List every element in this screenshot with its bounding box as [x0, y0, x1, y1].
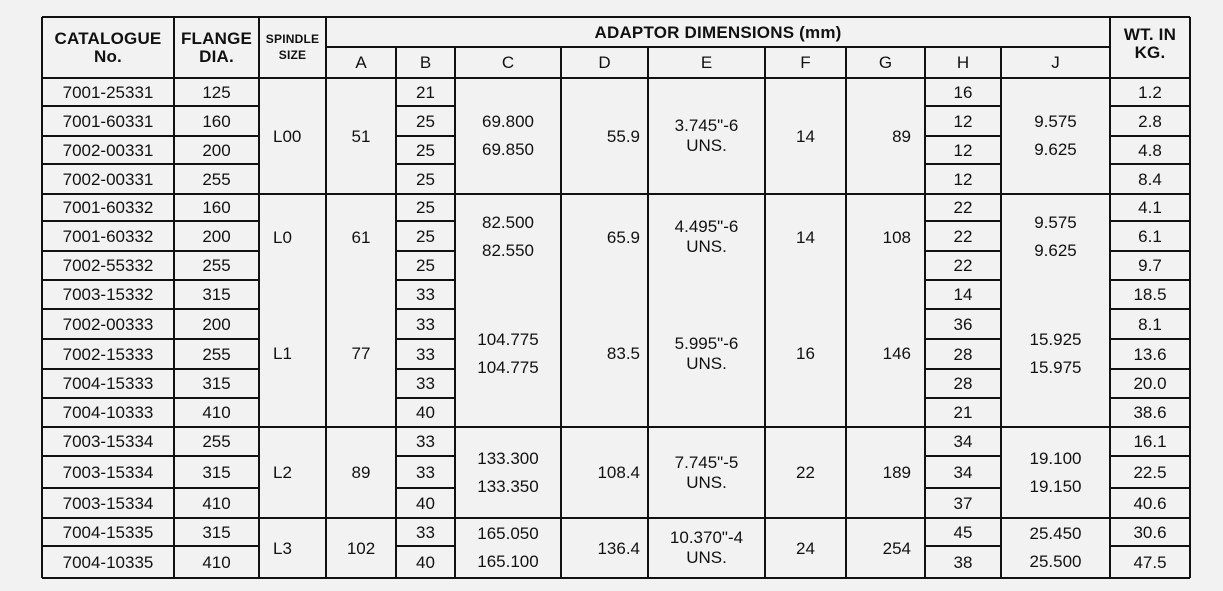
flange-dia: 315 — [202, 462, 231, 482]
spindle-size: L0 — [273, 227, 292, 247]
header-dim-j: J — [1051, 53, 1060, 72]
weight-value: 40.6 — [1133, 493, 1167, 513]
header-weight-line: WT. IN — [1123, 24, 1177, 44]
dim-f-value: 22 — [796, 463, 815, 482]
header-catalogue-line: CATALOGUE — [54, 28, 162, 48]
flange-dia: 315 — [202, 374, 231, 393]
dim-h-value: 38 — [953, 552, 973, 572]
weight-value: 8.4 — [1138, 169, 1162, 189]
catalogue-no: 7002-15333 — [62, 344, 154, 364]
header-dim-e: E — [700, 53, 713, 72]
catalogue-no: 7003-15332 — [62, 285, 154, 304]
catalogue-no: 7001-60332 — [62, 198, 154, 217]
catalogue-no: 7004-15333 — [62, 374, 154, 393]
dim-e-thread-line: 5.995"-6 — [674, 333, 739, 353]
spindle-size: L3 — [273, 538, 292, 558]
weight-value: 38.6 — [1133, 403, 1167, 422]
dim-j-value — [1001, 194, 1110, 280]
catalogue-no: 7002-00331 — [62, 169, 154, 189]
dim-h-value: 45 — [953, 522, 973, 542]
dim-e-thread-line: 7.745"-5 — [674, 452, 739, 472]
catalogue-no: 7004-10333 — [62, 403, 154, 422]
dim-c-value-line: 165.100 — [477, 552, 539, 571]
dim-c-value — [455, 194, 561, 280]
weight-value: 2.8 — [1138, 111, 1162, 131]
header-dim-g: G — [878, 53, 893, 72]
flange-dia: 255 — [202, 432, 231, 451]
dim-c-value-line: 133.350 — [477, 476, 539, 496]
header-flange-dia — [174, 17, 259, 78]
flange-dia: 200 — [202, 140, 231, 160]
dim-j-value-line: 15.925 — [1029, 329, 1082, 349]
weight-value: 30.6 — [1133, 522, 1167, 542]
catalogue-no: 7001-60332 — [62, 226, 154, 246]
dim-j-value-line: 25.450 — [1029, 524, 1082, 544]
dim-j-value-line: 9.625 — [1034, 241, 1077, 260]
dim-a-value: 89 — [351, 463, 371, 482]
dim-c-value-line: 133.300 — [477, 448, 539, 468]
dim-e-thread-line: UNS. — [686, 472, 727, 492]
dim-j-value-line: 19.100 — [1029, 448, 1082, 468]
dim-g-value: 89 — [892, 126, 911, 146]
dim-c-value-line: 104.775 — [477, 357, 539, 377]
dim-e-thread-line: UNS. — [686, 353, 727, 373]
dim-h-value: 36 — [953, 314, 973, 334]
dim-c-value-line: 82.550 — [482, 241, 534, 260]
dim-c-value — [455, 78, 561, 194]
spindle-size: L00 — [273, 126, 302, 146]
flange-dia: 255 — [202, 256, 231, 275]
catalogue-no: 7002-00331 — [62, 140, 154, 160]
weight-value: 18.5 — [1133, 285, 1167, 304]
dim-a-value: 102 — [346, 538, 376, 558]
header-dim-f: F — [800, 53, 811, 72]
dim-e-thread-line: 3.745"-6 — [674, 116, 739, 136]
header-adaptor-dimensions: ADAPTOR DIMENSIONS (mm) — [594, 22, 842, 42]
dim-b-value: 25 — [416, 140, 435, 160]
dim-d-value: 108.4 — [597, 463, 640, 482]
dim-g-value: 189 — [882, 463, 911, 482]
dim-g-value: 108 — [882, 227, 911, 247]
dim-b-value: 33 — [416, 344, 435, 364]
flange-dia: 410 — [202, 552, 231, 572]
dim-c-value — [455, 518, 561, 578]
dim-b-value: 33 — [416, 462, 435, 482]
dim-b-value: 40 — [416, 403, 435, 422]
catalogue-no: 7001-60331 — [62, 111, 154, 131]
dim-h-value: 12 — [953, 111, 973, 131]
flange-dia: 315 — [202, 522, 231, 542]
flange-dia: 125 — [202, 82, 231, 102]
weight-value: 20.0 — [1133, 374, 1167, 393]
dim-d-value: 55.9 — [606, 126, 640, 146]
dim-h-value: 37 — [953, 493, 973, 513]
weight-value: 16.1 — [1133, 432, 1167, 451]
dim-h-value: 28 — [953, 374, 973, 393]
dim-b-value: 25 — [416, 256, 435, 275]
dim-e-thread — [648, 280, 765, 427]
dim-c-value — [455, 280, 561, 427]
dim-c-value-line: 69.850 — [482, 140, 534, 159]
dim-h-value: 22 — [953, 226, 973, 246]
header-flange-dia-line: FLANGE — [180, 28, 253, 48]
dim-e-thread — [648, 518, 765, 578]
spindle-size: L1 — [273, 344, 292, 363]
dim-f-value: 24 — [796, 538, 815, 558]
dim-a-value: 77 — [351, 344, 371, 363]
header-weight-line: KG. — [1134, 42, 1166, 62]
header-weight — [1110, 17, 1190, 70]
flange-dia: 315 — [202, 285, 231, 304]
dim-b-value: 33 — [416, 285, 435, 304]
dim-c-value — [455, 427, 561, 518]
dim-c-value-line: 165.050 — [477, 524, 539, 544]
dim-h-value: 22 — [953, 198, 973, 217]
catalogue-no: 7004-15335 — [62, 522, 154, 542]
weight-value: 1.2 — [1138, 82, 1162, 102]
weight-value: 4.8 — [1138, 140, 1162, 160]
flange-dia: 160 — [202, 111, 231, 131]
dim-j-value-line: 9.625 — [1034, 140, 1077, 159]
dim-d-value: 83.5 — [606, 344, 640, 363]
weight-value: 22.5 — [1133, 462, 1167, 482]
dim-j-value-line: 19.150 — [1029, 476, 1082, 496]
header-flange-dia-line: DIA. — [199, 46, 234, 66]
dim-a-value: 61 — [351, 227, 371, 247]
catalogue-no: 7001-25331 — [62, 82, 154, 102]
header-catalogue-line: No. — [94, 46, 122, 66]
dim-e-thread — [648, 194, 765, 280]
flange-dia: 410 — [202, 403, 231, 422]
dim-j-value — [1001, 427, 1110, 518]
dim-b-value: 25 — [416, 226, 435, 246]
dim-j-value-line: 25.500 — [1029, 552, 1082, 571]
dim-h-value: 16 — [953, 82, 973, 102]
dim-e-thread-line: UNS. — [686, 136, 727, 155]
dim-b-value: 21 — [416, 82, 435, 102]
dim-j-value-line: 15.975 — [1029, 357, 1082, 377]
dim-j-value — [1001, 280, 1110, 427]
dim-b-value: 40 — [416, 552, 435, 572]
weight-value: 13.6 — [1133, 344, 1167, 364]
dim-j-value — [1001, 518, 1110, 578]
dim-h-value: 34 — [953, 462, 973, 482]
dim-f-value: 14 — [796, 227, 815, 247]
header-dim-h: H — [956, 53, 970, 72]
flange-dia: 200 — [202, 314, 231, 334]
flange-dia: 410 — [202, 493, 231, 513]
dim-e-thread — [648, 78, 765, 194]
dim-e-thread-line: UNS. — [686, 237, 727, 256]
dim-e-thread-line: UNS. — [686, 548, 727, 567]
dim-h-value: 28 — [953, 344, 973, 364]
header-spindle-size-line: SIZE — [278, 48, 307, 62]
flange-dia: 255 — [202, 344, 231, 364]
dim-c-value-line: 69.800 — [482, 112, 534, 132]
flange-dia: 160 — [202, 198, 231, 217]
dim-b-value: 40 — [416, 493, 435, 513]
header-catalogue — [42, 17, 174, 78]
dim-e-thread — [648, 427, 765, 518]
dim-b-value: 33 — [416, 432, 435, 451]
dim-h-value: 34 — [953, 432, 973, 451]
dim-j-value — [1001, 78, 1110, 194]
dim-h-value: 12 — [953, 169, 973, 189]
dim-d-value: 136.4 — [597, 538, 640, 558]
dim-h-value: 22 — [953, 256, 973, 275]
weight-value: 9.7 — [1138, 256, 1162, 275]
dim-b-value: 25 — [416, 198, 435, 217]
dim-b-value: 25 — [416, 111, 435, 131]
dim-b-value: 33 — [416, 314, 435, 334]
dim-d-value: 65.9 — [606, 227, 640, 247]
catalogue-no: 7002-00333 — [62, 314, 154, 334]
catalogue-no: 7003-15334 — [62, 462, 154, 482]
catalogue-no: 7003-15334 — [62, 493, 154, 513]
dim-h-value: 14 — [953, 285, 973, 304]
dim-h-value: 12 — [953, 140, 973, 160]
dim-g-value: 254 — [882, 538, 911, 558]
header-dim-c: C — [501, 53, 515, 72]
dim-e-thread-line: 4.495"-6 — [674, 217, 739, 237]
weight-value: 6.1 — [1138, 226, 1162, 246]
dim-h-value: 21 — [953, 403, 973, 422]
header-spindle-size-line: SPINDLE — [265, 32, 320, 47]
header-dim-d: D — [598, 53, 611, 72]
dim-j-value-line: 9.575 — [1034, 112, 1077, 132]
dim-g-value: 146 — [882, 344, 911, 363]
dim-c-value-line: 104.775 — [477, 329, 539, 349]
dim-b-value: 25 — [416, 169, 435, 189]
weight-value: 4.1 — [1138, 198, 1162, 217]
catalogue-no: 7003-15334 — [62, 432, 154, 451]
catalogue-no: 7002-55332 — [62, 256, 154, 275]
flange-dia: 200 — [202, 226, 231, 246]
dim-f-value: 16 — [796, 344, 815, 363]
dim-b-value: 33 — [416, 374, 435, 393]
header-dim-b: B — [419, 53, 432, 72]
header-dim-a: A — [355, 53, 367, 72]
dim-b-value: 33 — [416, 522, 435, 542]
header-spindle-size — [259, 17, 326, 78]
dim-a-value: 51 — [351, 126, 371, 146]
catalogue-no: 7004-10335 — [62, 552, 154, 572]
weight-value: 8.1 — [1138, 314, 1162, 334]
dim-c-value-line: 82.500 — [482, 213, 534, 233]
weight-value: 47.5 — [1133, 552, 1167, 572]
dim-j-value-line: 9.575 — [1034, 213, 1077, 233]
dim-f-value: 14 — [796, 126, 815, 146]
spindle-size: L2 — [273, 463, 292, 482]
flange-dia: 255 — [202, 169, 231, 189]
dim-e-thread-line: 10.370"-4 — [669, 528, 744, 548]
